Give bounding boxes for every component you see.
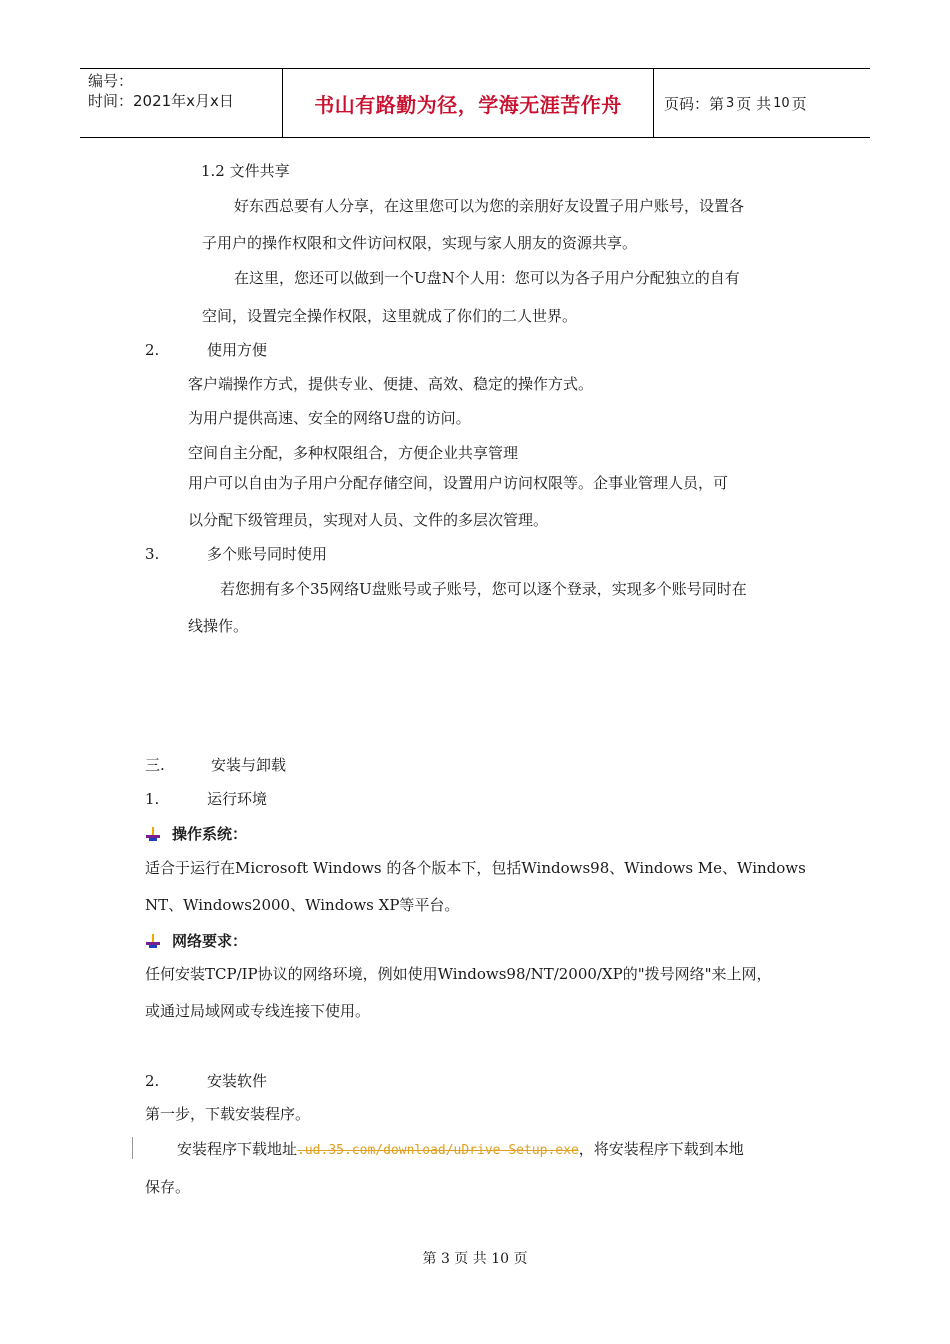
chapter-title: 安装与卸载 — [211, 756, 287, 774]
section-1-2-title: 1.2 文件共享 — [201, 162, 290, 180]
page-header — [80, 68, 870, 138]
download-prefix: 安装程序下载地址 — [177, 1140, 298, 1158]
page-current: 3 — [726, 95, 735, 111]
header-slogan-cell — [282, 69, 654, 137]
bullet-icon — [146, 827, 160, 841]
install-heading — [145, 1071, 267, 1091]
page-suffix: 页 — [791, 94, 807, 113]
section-3-heading — [145, 544, 327, 564]
section-number: 3. — [145, 545, 160, 563]
section-title: 安装软件 — [207, 1072, 268, 1090]
doc-time-label: 时间：2021年x月x日 — [88, 92, 234, 110]
os-label: 操作系统： — [172, 825, 248, 843]
doc-number-label: 编号： — [88, 72, 134, 90]
page-prefix: 页码：第 — [664, 94, 725, 113]
section-title: 多个账号同时使用 — [207, 545, 328, 563]
list-line: 空间自主分配，多种权限组合，方便企业共享管理 — [188, 444, 519, 462]
download-link[interactable]: .ud.35.com/download/uDrive-Setup.exe — [297, 1143, 579, 1158]
download-suffix: ，将安装程序下载到本地 — [578, 1140, 744, 1158]
network-requirement-heading — [146, 931, 247, 951]
section-title: 运行环境 — [207, 790, 268, 808]
section-number: 2. — [145, 341, 160, 359]
list-line: 以分配下级管理员，实现对人员、文件的多层次管理。 — [188, 511, 549, 529]
section-number: 1. — [145, 790, 160, 808]
list-line: 用户可以自由为子用户分配存储空间，设置用户访问权限等。企事业管理人员，可 — [188, 474, 729, 492]
paragraph-line: 或通过局域网或专线连接下使用。 — [145, 1002, 371, 1020]
paragraph-line: NT、Windows2000、Windows XP等平台。 — [145, 896, 460, 914]
header-slogan: 书山有路勤为径，学海无涯苦作舟 — [314, 92, 622, 117]
section-2-heading — [145, 340, 267, 360]
paragraph-line: 在这里，您还可以做到一个U盘N个人用：您可以为各子用户分配独立的自有 — [234, 269, 740, 287]
network-label: 网络要求： — [172, 932, 248, 950]
paragraph-line: 第一步，下载安装程序。 — [145, 1105, 311, 1123]
page-mid: 页 共 — [736, 94, 772, 113]
paragraph-line: 好东西总要有人分享，在这里您可以为您的亲朋好友设置子用户账号，设置各 — [234, 197, 745, 215]
chapter-3-heading — [145, 755, 286, 775]
paragraph-line: 线操作。 — [188, 617, 249, 635]
paragraph-line: 子用户的操作权限和文件访问权限，实现与家人朋友的资源共享。 — [202, 234, 638, 252]
header-page-info — [654, 69, 870, 137]
header-meta — [80, 69, 282, 137]
run-env-heading — [145, 789, 267, 809]
paragraph-line: 适合于运行在Microsoft Windows 的各个版本下，包括Windows98、Windows Me、Windows — [145, 859, 806, 877]
revision-bar — [132, 1137, 133, 1159]
page-footer: 第 3 页 共 10 页 — [422, 1251, 528, 1267]
chapter-number: 三. — [145, 756, 165, 774]
list-line: 为用户提供高速、安全的网络U盘的访问。 — [188, 409, 471, 427]
paragraph-line: 空间，设置完全操作权限，这里就成了你们的二人世界。 — [202, 307, 578, 325]
download-line — [177, 1139, 744, 1161]
paragraph-line: 若您拥有多个35网络U盘账号或子账号，您可以逐个登录，实现多个账号同时在 — [220, 580, 747, 598]
os-requirement-heading — [146, 824, 247, 844]
list-line: 客户端操作方式，提供专业、便捷、高效、稳定的操作方式。 — [188, 375, 594, 393]
page-total: 10 — [773, 95, 790, 111]
paragraph-line: 任何安装TCP/IP协议的网络环境，例如使用Windows98/NT/2000/XP的"拨号网络"来上网， — [145, 965, 772, 983]
section-number: 2. — [145, 1072, 160, 1090]
section-title: 使用方便 — [207, 341, 268, 359]
bullet-icon — [146, 934, 160, 948]
paragraph-line: 保存。 — [145, 1178, 191, 1196]
